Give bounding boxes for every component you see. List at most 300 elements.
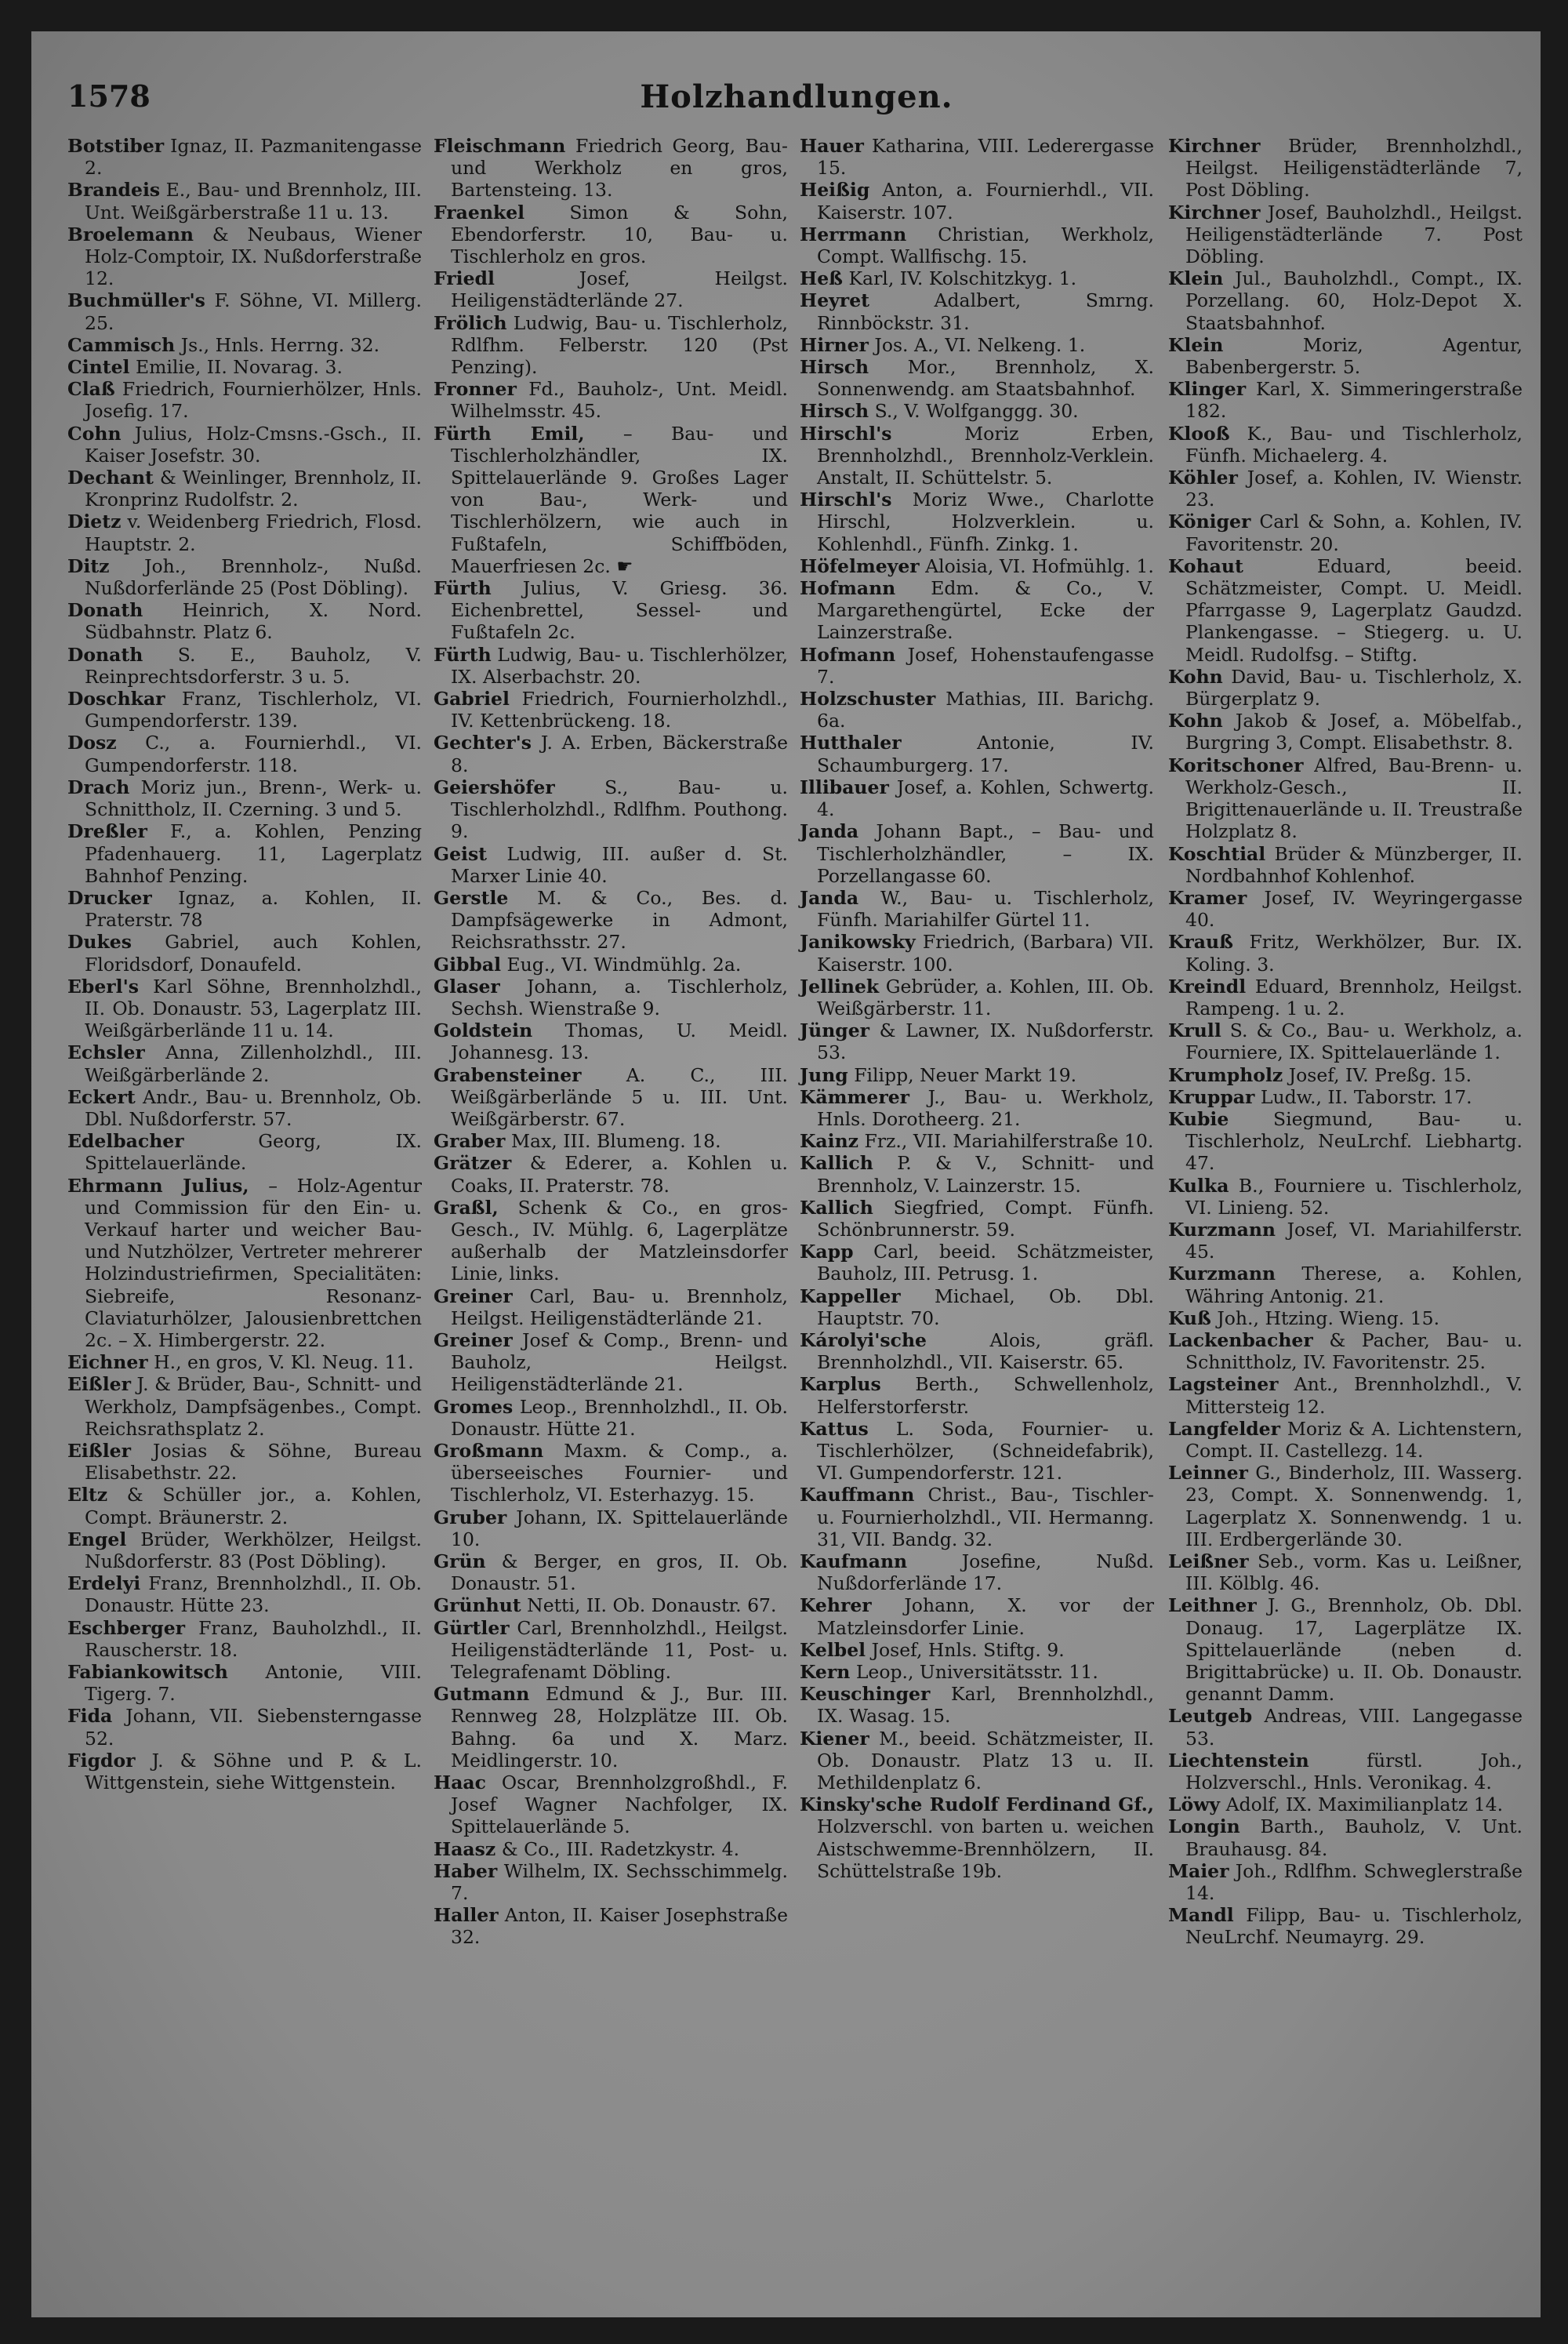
entry-name: Kallich xyxy=(800,1152,873,1175)
entry-details: Moriz, Agentur, Babenbergerstr. 5. xyxy=(1185,333,1523,379)
directory-entry xyxy=(800,644,1154,688)
directory-entry xyxy=(67,1130,422,1174)
entry-details: A. C., III. Weißgärberlände 5 u. III. Unt. Weißgärberstr. 67. xyxy=(451,1063,788,1130)
entry-details: Carl & Sohn, a. Kohlen, IV. Favoritenstr. 20. xyxy=(1185,511,1523,555)
entry-name: Kehrer xyxy=(800,1594,872,1617)
entry-name: Grabensteiner xyxy=(434,1063,582,1086)
entry-details: & Berger, en gros, II. Ob. Donaustr. 51. xyxy=(451,1550,788,1595)
entry-name: Koritschoner xyxy=(1168,754,1304,776)
directory-entry xyxy=(1168,1550,1523,1594)
entry-name: Dietz xyxy=(67,511,122,533)
entry-details: Josef, Heilgst. Heiligenstädterlände 27. xyxy=(451,267,788,312)
directory-entry xyxy=(434,1904,788,1948)
entry-name: Leutgeb xyxy=(1168,1705,1253,1728)
directory-entry xyxy=(800,577,1154,644)
entry-details: G., Binderholz, III. Wasserg. 23, Compt. X. Sonnenwendg. 1, Lagerplatz X. Sonnenwendg. 1 u. III. Erdbergerlände 30. xyxy=(1185,1462,1523,1550)
directory-entry xyxy=(434,1617,788,1684)
entry-details: Carl, beeid. Schätzmeister, Bauholz, III. Petrusg. 1. xyxy=(817,1241,1154,1285)
entry-name: Longin xyxy=(1168,1815,1240,1838)
directory-entry xyxy=(1168,666,1523,710)
entry-details: Gebrüder, a. Kohlen, III. Ob. Weißgärberstr. 11. xyxy=(817,975,1154,1019)
directory-entry xyxy=(800,1683,1154,1727)
directory-entry xyxy=(67,1373,422,1440)
entry-name: Graßl, xyxy=(434,1196,499,1219)
entry-details: David, Bau- u. Tischlerholz, X. Bürgerplatz 9. xyxy=(1185,665,1523,710)
entry-details: Franz, Brennholzhdl., II. Ob. Donaustr. Hütte 23. xyxy=(85,1572,422,1617)
directory-entry xyxy=(67,378,422,422)
entry-details: Karl, X. Simmeringerstraße 182. xyxy=(1185,378,1523,423)
entry-name: Klooß xyxy=(1168,422,1230,445)
entry-details: Frz., VII. Mariahilferstraße 10. xyxy=(864,1130,1154,1153)
directory-entry xyxy=(800,976,1154,1019)
entry-name: Fürth Emil, xyxy=(434,422,585,445)
entry-name: Erdelyi xyxy=(67,1572,141,1595)
entry-details: Mor., Brennholz, X. Sonnenwendg. am Staatsbahnhof. xyxy=(817,356,1154,401)
directory-entry xyxy=(434,1440,788,1506)
entry-details: & Lawner, IX. Nußdorferstr. 53. xyxy=(817,1019,1154,1064)
entry-details: – Holz-Agentur und Commission für den Ein- u. Verkauf harter und weicher Bau- und Nutzhölzer, Vertreter mehrerer Holzindustriefirmen, Specialitäten: Siebreife, Resonanz-Claviaturhölzer, Jalousienbrettchen 2c. – X. Himbergerstr. 22. xyxy=(85,1174,422,1351)
entry-name: Gutmann xyxy=(434,1683,530,1706)
directory-entry xyxy=(800,555,1154,577)
entry-name: Leithner xyxy=(1168,1594,1257,1617)
entry-name: Greiner xyxy=(434,1328,513,1351)
entry-name: Kuß xyxy=(1168,1306,1211,1329)
entry-details: & Pacher, Bau- u. Schnittholz, IV. Favoritenstr. 25. xyxy=(1185,1328,1523,1374)
page-title: Holzhandlungen. xyxy=(640,78,953,115)
directory-entry xyxy=(67,179,422,223)
column-4 xyxy=(1168,135,1523,1949)
directory-entry xyxy=(67,1175,422,1352)
directory-entry xyxy=(800,1086,1154,1130)
entry-name: Kurzmann xyxy=(1168,1263,1276,1285)
entry-name: Cintel xyxy=(67,356,130,379)
directory-entry xyxy=(1168,1307,1523,1329)
entry-details: Josef, IV. Preßg. 15. xyxy=(1288,1063,1472,1086)
entry-name: Klinger xyxy=(1168,378,1247,401)
directory-entry xyxy=(67,223,422,290)
entry-name: Klein xyxy=(1168,267,1224,290)
entry-details: Jul., Bauholzhdl., Compt., IX. Porzellang. 60, Holz-Depot X. Staatsbahnhof. xyxy=(1185,267,1523,334)
entry-details: M., beeid. Schätzmeister, II. Ob. Donaustr. Platz 13 u. II. Methildenplatz 6. xyxy=(817,1727,1154,1794)
directory-entry xyxy=(1168,555,1523,666)
entry-details: fürstl. Joh., Holzverschl., Hnls. Veronikag. 4. xyxy=(1185,1749,1523,1794)
entry-name: Eckert xyxy=(67,1085,136,1108)
entry-name: Gromes xyxy=(434,1395,514,1418)
entry-name: Krumpholz xyxy=(1168,1063,1283,1086)
directory-entry xyxy=(1168,202,1523,268)
directory-entry xyxy=(434,1152,788,1196)
entry-details: Antonie, IV. Schaumburgerg. 17. xyxy=(817,732,1154,776)
entry-name: Doschkar xyxy=(67,688,165,710)
entry-details: Moriz & A. Lichtenstern, Compt. II. Castellezg. 14. xyxy=(1185,1417,1523,1462)
entry-name: Geiershöfer xyxy=(434,776,555,798)
entry-details: Andreas, VIII. Langegasse 53. xyxy=(1185,1705,1523,1750)
entry-details: S. E., Bauholz, V. Reinprechtsdorferstr. 3 u. 5. xyxy=(85,643,422,688)
entry-details: B., Fourniere u. Tischlerholz, VI. Linieng. 52. xyxy=(1185,1174,1523,1219)
directory-entry xyxy=(434,423,788,577)
directory-entry xyxy=(800,1484,1154,1550)
directory-entry xyxy=(67,688,422,732)
entry-name: Kirchner xyxy=(1168,201,1261,223)
entry-details: Barth., Bauholz, V. Unt. Brauhausg. 84. xyxy=(1185,1815,1523,1860)
entry-name: Höfelmeyer xyxy=(800,554,920,577)
entry-details: & Ederer, a. Kohlen u. Coaks, II. Praterstr. 78. xyxy=(451,1152,788,1197)
entry-details: Friedrich, Fournierholzhdl., IV. Kettenbrückeng. 18. xyxy=(451,688,788,732)
directory-entry xyxy=(67,1661,422,1705)
entry-name: Dosz xyxy=(67,732,117,754)
directory-entry xyxy=(67,644,422,688)
directory-entry xyxy=(1168,1462,1523,1550)
entry-details: Anton, a. Fournierhdl., VII. Kaiserstr. 107. xyxy=(817,179,1154,223)
entry-details: & Weinlinger, Brennholz, II. Kronprinz Rudolfstr. 2. xyxy=(85,467,422,511)
directory-entry xyxy=(67,555,422,599)
directory-entry xyxy=(800,1661,1154,1683)
entry-details: Ludwig, Bau- u. Tischlerholz, Rdlfhm. Felberstr. 120 (Pst Penzing). xyxy=(451,311,788,379)
entry-name: Echsler xyxy=(67,1041,145,1064)
entry-name: Grün xyxy=(434,1550,486,1572)
entry-name: Kramer xyxy=(1168,886,1247,909)
directory-entry xyxy=(800,1373,1154,1417)
entry-details: Andr., Bau- u. Brennholz, Ob. Dbl. Nußdorferstr. 57. xyxy=(85,1085,422,1130)
entry-name: Kämmerer xyxy=(800,1085,910,1108)
directory-entry xyxy=(67,1086,422,1130)
entry-details: Js., Hnls. Herrng. 32. xyxy=(180,333,380,356)
entry-name: Haber xyxy=(434,1859,498,1882)
entry-details: H., en gros, V. Kl. Neug. 11. xyxy=(154,1351,414,1374)
entry-details: Josef, IV. Weyringergasse 40. xyxy=(1185,886,1523,932)
page-header xyxy=(67,78,1526,125)
entry-name: Jung xyxy=(800,1063,848,1086)
entry-details: Antonie, VIII. Tigerg. 7. xyxy=(85,1661,422,1706)
entry-details: S., Bau- u. Tischlerholzhdl., Rdlfhm. Pouthong. 9. xyxy=(451,776,788,843)
entry-details: Josef, a. Kohlen, Schwertg. 4. xyxy=(817,776,1154,821)
entry-details: Karl, IV. Kolschitzkyg. 1. xyxy=(848,267,1077,290)
entry-details: J. G., Brennholz, Ob. Dbl. Donaug. 17, Lagerplätze IX. Spittelauerlände (neben d. Brigittabrücke) u. II. Ob. Donaustr. genannt Damm. xyxy=(1185,1594,1523,1706)
entry-name: Eichner xyxy=(67,1351,148,1374)
entry-name: Greiner xyxy=(434,1285,513,1307)
entry-name: Keuschinger xyxy=(800,1683,931,1706)
entry-name: Kainz xyxy=(800,1130,859,1153)
entry-name: Haller xyxy=(434,1904,499,1927)
directory-entry xyxy=(1168,378,1523,422)
directory-entry xyxy=(434,1506,788,1550)
directory-entry xyxy=(800,688,1154,732)
entry-name: Kappeller xyxy=(800,1285,901,1307)
directory-entry xyxy=(1168,1064,1523,1086)
entry-name: Koschtial xyxy=(1168,842,1266,865)
entry-details: & Schüller jor., a. Kohlen, Compt. Bräunerstr. 2. xyxy=(85,1484,422,1528)
directory-entry xyxy=(1168,1108,1523,1175)
entry-details: Ignaz, a. Kohlen, II. Praterstr. 78 xyxy=(85,886,422,932)
entry-name: Károlyi'sche xyxy=(800,1328,927,1351)
entry-details: S. & Co., Bau- u. Werkholz, a. Fourniere, IX. Spittelauerlände 1. xyxy=(1185,1019,1523,1064)
entry-details: Friedrich, (Barbara) VII. Kaiserstr. 100. xyxy=(817,931,1154,976)
entry-details: M. & Co., Bes. d. Dampfsägewerke in Admont, Reichsrathsstr. 27. xyxy=(451,886,788,954)
entry-details: Filipp, Bau- u. Tischlerholz, NeuLrchf. Neumayrg. 29. xyxy=(1185,1904,1523,1949)
entry-name: Hirschl's xyxy=(800,489,892,511)
directory-entry xyxy=(434,1550,788,1594)
directory-entry xyxy=(1168,1793,1523,1815)
entry-name: Mandl xyxy=(1168,1904,1234,1927)
directory-entry xyxy=(800,423,1154,489)
entry-name: Liechtenstein xyxy=(1168,1749,1309,1772)
directory-entry xyxy=(434,1594,788,1616)
entry-name: Hauer xyxy=(800,135,864,157)
directory-entry xyxy=(434,976,788,1019)
entry-name: Hirner xyxy=(800,333,869,356)
entry-name: Gechter's xyxy=(434,732,532,754)
entry-details: Carl, Brennholzhdl., Heilgst. Heiligenstädterlände 11, Post- u. Telegrafenamt Döbling. xyxy=(451,1616,788,1684)
entry-name: Gruber xyxy=(434,1506,507,1528)
column-3 xyxy=(800,135,1154,1882)
directory-entry xyxy=(434,1064,788,1131)
entry-name: Janikowsky xyxy=(800,931,916,954)
directory-entry xyxy=(1168,931,1523,975)
entry-name: Eschberger xyxy=(67,1616,186,1639)
directory-entry xyxy=(1168,267,1523,334)
directory-entry xyxy=(67,1750,422,1793)
directory-entry xyxy=(800,223,1154,267)
entry-details: Johann, X. vor der Matzleinsdorfer Linie. xyxy=(817,1594,1154,1639)
entry-details: Ant., Brennholzhdl., V. Mittersteig 12. xyxy=(1185,1373,1523,1418)
directory-entry xyxy=(434,312,788,379)
directory-entry xyxy=(67,1484,422,1528)
entry-name: Dreßler xyxy=(67,820,147,843)
directory-entry xyxy=(800,776,1154,820)
directory-entry xyxy=(1168,1705,1523,1749)
entry-details: Seb., vorm. Kas u. Leißner, III. Kölblg. 46. xyxy=(1185,1550,1523,1595)
entry-name: Brandeis xyxy=(67,179,161,202)
entry-details: Alfred, Bau-Brenn- u. Werkholz-Gesch., II. Brigittenauerlände u. II. Treustraße Holzplatz 8. xyxy=(1185,754,1523,843)
entry-details: Gabriel, auch Kohlen, Floridsdorf, Donaufeld. xyxy=(85,931,422,976)
directory-entry xyxy=(800,1197,1154,1241)
entry-name: Eißler xyxy=(67,1439,131,1462)
directory-entry xyxy=(800,1064,1154,1086)
entry-details: E., Bau- und Brennholz, III. Unt. Weißgärberstraße 11 u. 13. xyxy=(85,179,422,223)
entry-details: Moriz Wwe., Charlotte Hirschl, Holzverklein. u. Kohlenhdl., Fünfh. Zinkg. 1. xyxy=(817,489,1154,555)
entry-name: Gerstle xyxy=(434,886,509,909)
entry-details: Josef, VI. Mariahilferstr. 45. xyxy=(1185,1218,1523,1263)
entry-name: Krull xyxy=(1168,1019,1221,1042)
directory-entry xyxy=(67,1617,422,1661)
directory-entry xyxy=(67,820,422,887)
entry-details: Edm. & Co., V. Margarethengürtel, Ecke der Lainzerstraße. xyxy=(817,577,1154,644)
entry-name: Kern xyxy=(800,1661,851,1684)
entry-details: Michael, Ob. Dbl. Hauptstr. 70. xyxy=(817,1285,1154,1329)
directory-entry xyxy=(800,400,1154,422)
entry-name: Eißler xyxy=(67,1373,131,1396)
directory-entry xyxy=(800,820,1154,887)
entry-details: Oscar, Brennholzgroßhdl., F. Josef Wagner Nachfolger, IX. Spittelauerlände 5. xyxy=(451,1772,788,1838)
entry-name: Dechant xyxy=(67,467,154,489)
directory-entry xyxy=(1168,1750,1523,1793)
entry-details: Leop., Universitätsstr. 11. xyxy=(855,1661,1098,1684)
directory-entry xyxy=(67,423,422,467)
entry-details: J. A. Erben, Bäckerstraße 8. xyxy=(451,732,788,776)
directory-entry xyxy=(800,289,1154,333)
entry-name: Glaser xyxy=(434,975,500,998)
entry-details: Mathias, III. Barichg. 6a. xyxy=(817,688,1154,732)
entry-name: Lagsteiner xyxy=(1168,1373,1279,1396)
entry-details: Josef, Hnls. Stiftg. 9. xyxy=(871,1638,1065,1661)
directory-entry xyxy=(800,1152,1154,1196)
entry-details: & Co., III. Radetzkystr. 4. xyxy=(501,1837,740,1860)
entry-name: Kattus xyxy=(800,1417,869,1440)
entry-name: Löwy xyxy=(1168,1793,1221,1816)
entry-name: Ditz xyxy=(67,554,110,577)
entry-name: Kreindl xyxy=(1168,975,1247,998)
directory-entry xyxy=(1168,1815,1523,1859)
entry-details: Thomas, U. Meidl. Johannesg. 13. xyxy=(451,1019,788,1064)
directory-entry xyxy=(1168,1019,1523,1063)
directory-entry xyxy=(434,644,788,688)
entry-name: Jünger xyxy=(800,1019,870,1042)
entry-details: Heinrich, X. Nord. Südbahnstr. Platz 6. xyxy=(85,599,422,644)
entry-details: F., a. Kohlen, Penzing Pfadenhauerg. 11, Lagerplatz Bahnhof Penzing. xyxy=(85,820,422,887)
entry-name: Cammisch xyxy=(67,333,176,356)
entry-name: Leinner xyxy=(1168,1462,1248,1485)
directory-entry xyxy=(434,267,788,311)
entry-details: C., a. Fournierhdl., VI. Gumpendorferstr. 118. xyxy=(85,732,422,776)
entry-name: Broelemann xyxy=(67,223,194,245)
entry-name: Fronner xyxy=(434,378,517,401)
entry-name: Großmann xyxy=(434,1439,544,1462)
directory-entry xyxy=(1168,843,1523,887)
directory-entry xyxy=(67,356,422,378)
entry-details: Julius, V. Griesg. 36. Eichenbrettel, Sessel- und Fußtafeln 2c. xyxy=(451,577,788,644)
entry-name: Goldstein xyxy=(434,1019,533,1042)
directory-entry xyxy=(1168,511,1523,554)
directory-entry xyxy=(434,732,788,776)
entry-details: Holzverschl. von barten u. weichen Aistschwemme-Brennhölzern, II. Schüttelstraße 19b. xyxy=(817,1815,1154,1882)
directory-entry xyxy=(1168,467,1523,511)
directory-entry xyxy=(800,1329,1154,1373)
entry-details: Julius, Holz-Cmsns.-Gsch., II. Kaiser Josefstr. 30. xyxy=(85,422,422,467)
entry-details: F. Söhne, VI. Millerg. 25. xyxy=(85,289,422,334)
directory-entry xyxy=(67,976,422,1042)
directory-entry xyxy=(1168,334,1523,378)
entry-name: Frölich xyxy=(434,311,507,334)
entry-name: Köhler xyxy=(1168,467,1238,489)
entry-details: K., Bau- und Tischlerholz, Fünfh. Michaelerg. 4. xyxy=(1185,422,1523,467)
entry-details: Anna, Zillenholzhdl., III. Weißgärberlände 2. xyxy=(85,1041,422,1086)
entry-name: Kohn xyxy=(1168,710,1223,732)
entry-details: Christ., Bau-, Tischler- u. Fournierholzhdl., VII. Hermanng. 31, VII. Bandg. 32. xyxy=(817,1484,1154,1550)
entry-details: Emilie, II. Novarag. 3. xyxy=(135,356,343,379)
entry-name: Kaufmann xyxy=(800,1550,908,1572)
entry-name: Graber xyxy=(434,1130,506,1153)
entry-details: Moriz Erben, Brennholzhdl., Brennholz-Verklein. Anstalt, II. Schüttelstr. 5. xyxy=(817,422,1154,489)
directory-entry xyxy=(67,1440,422,1484)
entry-details: Karl Söhne, Brennholzhdl., II. Ob. Donaustr. 53, Lagerplatz III. Weißgärberlände 11 u. 14. xyxy=(85,975,422,1042)
entry-details: S., V. Wolfganggg. 30. xyxy=(874,400,1079,423)
entry-name: Eberl's xyxy=(67,975,140,998)
entry-details: Filipp, Neuer Markt 19. xyxy=(854,1063,1077,1086)
entry-details: Brüder, Werkhölzer, Heilgst. Nußdorferstr. 83 (Post Döbling). xyxy=(85,1528,422,1572)
entry-details: J. & Brüder, Bau-, Schnitt- und Werkholz, Dampfsägenbes., Compt. Reichsrathsplatz 2. xyxy=(85,1373,422,1440)
directory-entry xyxy=(800,732,1154,776)
directory-entry xyxy=(434,954,788,976)
entry-details: Christian, Werkholz, Compt. Wallfischg. 15. xyxy=(817,223,1154,268)
directory-entry xyxy=(67,511,422,554)
entry-name: Jellinek xyxy=(800,975,880,998)
directory-entry xyxy=(1168,1594,1523,1705)
entry-details: Max, III. Blumeng. 18. xyxy=(510,1130,721,1153)
entry-name: Kapp xyxy=(800,1241,854,1263)
directory-entry xyxy=(67,599,422,643)
entry-name: Maier xyxy=(1168,1859,1229,1882)
entry-details: Friedrich Georg, Bau- und Werkholz en gros, Bartensteing. 13. xyxy=(451,135,788,202)
entry-name: Holzschuster xyxy=(800,688,936,710)
directory-entry xyxy=(67,1572,422,1616)
entry-name: Langfelder xyxy=(1168,1417,1281,1440)
directory-entry xyxy=(67,776,422,820)
directory-entry xyxy=(434,135,788,202)
directory-entry xyxy=(1168,1373,1523,1417)
entry-details: Ludw., II. Taborstr. 17. xyxy=(1260,1085,1472,1108)
directory-entry xyxy=(800,1285,1154,1329)
entry-details: Eug., VI. Windmühlg. 2a. xyxy=(506,953,742,976)
entry-details: Joh., Rdlfhm. Schweglerstraße 14. xyxy=(1185,1859,1523,1905)
entry-name: Klein xyxy=(1168,333,1224,356)
entry-details: Aloisia, VI. Hofmühlg. 1. xyxy=(925,554,1154,577)
entry-name: Botstiber xyxy=(67,135,165,157)
entry-name: Karplus xyxy=(800,1373,881,1396)
entry-details: W., Bau- u. Tischlerholz, Fünfh. Mariahilfer Gürtel 11. xyxy=(817,886,1154,932)
directory-entry xyxy=(1168,1086,1523,1108)
entry-details: Josef, Hohenstaufengasse 7. xyxy=(817,643,1154,688)
entry-details: Fd., Bauholz-, Unt. Meidl. Wilhelmsstr. 45. xyxy=(451,378,788,423)
entry-name: Geist xyxy=(434,842,488,865)
entry-name: Illibauer xyxy=(800,776,889,798)
entry-name: Donath xyxy=(67,643,143,666)
directory-entry xyxy=(1168,1904,1523,1948)
entry-name: Gabriel xyxy=(434,688,510,710)
directory-entry xyxy=(800,931,1154,975)
directory-entry xyxy=(434,688,788,732)
entry-name: Hofmann xyxy=(800,577,896,600)
entry-details: Josef & Comp., Brenn- und Bauholz, Heilgst. Heiligenstädterlände 21. xyxy=(451,1328,788,1396)
directory-entry xyxy=(434,1396,788,1440)
entry-name: Drucker xyxy=(67,886,152,909)
entry-details: v. Weidenberg Friedrich, Flosd. Hauptstr. 2. xyxy=(85,511,422,555)
entry-name: Janda xyxy=(800,820,859,843)
entry-name: Edelbacher xyxy=(67,1130,184,1153)
entry-details: L. Soda, Fournier- u. Tischlerhölzer, (Schneidefabrik), VI. Gumpendorferstr. 121. xyxy=(817,1417,1154,1485)
entry-details: Eduard, beeid. Schätzmeister, Compt. U. Meidl. Pfarrgasse 9, Lagerplatz Gaudzd. Plankengasse. – Stiegerg. u. U. Meidl. Rudolfsg. – Stiftg. xyxy=(1185,554,1523,666)
directory-entry xyxy=(67,1041,422,1085)
entry-details: Ludwig, III. außer d. St. Marxer Linie 40. xyxy=(451,842,788,887)
directory-entry xyxy=(434,1019,788,1063)
directory-entry xyxy=(1168,1860,1523,1904)
entry-name: Claß xyxy=(67,378,115,401)
entry-details: Moriz jun., Brenn-, Werk- u. Schnittholz, II. Czerning. 3 und 5. xyxy=(85,776,422,821)
directory-entry xyxy=(434,843,788,887)
directory-entry xyxy=(67,1705,422,1749)
directory-entry xyxy=(800,1594,1154,1638)
directory-entry xyxy=(434,577,788,644)
entry-name: Fürth xyxy=(434,577,492,600)
entry-name: Dukes xyxy=(67,931,132,954)
entry-name: Figdor xyxy=(67,1749,136,1772)
entry-name: Ehrmann Julius, xyxy=(67,1174,249,1197)
directory-entry xyxy=(434,887,788,954)
entry-name: Hofmann xyxy=(800,643,896,666)
directory-entry xyxy=(1168,710,1523,754)
entry-name: Kallich xyxy=(800,1196,873,1219)
entry-details: P. & V., Schnitt- und Brennholz, V. Lainzerstr. 15. xyxy=(817,1152,1154,1197)
entry-name: Kurzmann xyxy=(1168,1218,1276,1241)
